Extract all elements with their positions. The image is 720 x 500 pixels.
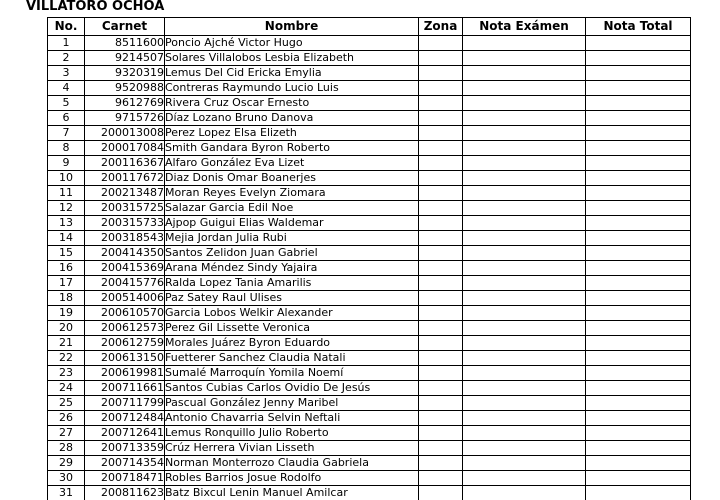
zona-cell bbox=[419, 171, 463, 186]
carnet-cell: 9320319 bbox=[85, 66, 165, 81]
nota-total-cell bbox=[586, 366, 691, 381]
nota-examen-cell bbox=[463, 66, 586, 81]
zona-cell bbox=[419, 291, 463, 306]
column-header-no: No. bbox=[48, 18, 85, 36]
carnet-cell: 200013008 bbox=[85, 126, 165, 141]
table-row bbox=[48, 471, 691, 486]
nota-total-cell bbox=[586, 111, 691, 126]
table-row bbox=[48, 246, 691, 261]
table-body bbox=[48, 36, 691, 500]
student-name-cell: Lemus Del Cid Ericka Emylia bbox=[165, 66, 419, 81]
zona-cell bbox=[419, 81, 463, 96]
zona-cell bbox=[419, 231, 463, 246]
table-row bbox=[48, 396, 691, 411]
nota-examen-cell bbox=[463, 351, 586, 366]
row-number-cell: 7 bbox=[48, 126, 85, 141]
row-number-cell: 29 bbox=[48, 456, 85, 471]
nota-examen-cell bbox=[463, 321, 586, 336]
carnet-cell: 200117672 bbox=[85, 171, 165, 186]
zona-cell bbox=[419, 216, 463, 231]
nota-examen-cell bbox=[463, 81, 586, 96]
student-name-cell: Lemus Ronquillo Julio Roberto bbox=[165, 426, 419, 441]
column-header-nota-examen: Nota Exámen bbox=[463, 18, 586, 36]
carnet-cell: 200718471 bbox=[85, 471, 165, 486]
nota-total-cell bbox=[586, 471, 691, 486]
nota-total-cell bbox=[586, 51, 691, 66]
row-number-cell: 25 bbox=[48, 396, 85, 411]
carnet-cell: 200315733 bbox=[85, 216, 165, 231]
nota-examen-cell bbox=[463, 141, 586, 156]
row-number-cell: 27 bbox=[48, 426, 85, 441]
nota-total-cell bbox=[586, 351, 691, 366]
row-number-cell: 1 bbox=[48, 36, 85, 51]
nota-total-cell bbox=[586, 381, 691, 396]
zona-cell bbox=[419, 336, 463, 351]
zona-cell bbox=[419, 126, 463, 141]
table-row bbox=[48, 171, 691, 186]
carnet-cell: 9520988 bbox=[85, 81, 165, 96]
row-number-cell: 13 bbox=[48, 216, 85, 231]
zona-cell bbox=[419, 36, 463, 51]
zona-cell bbox=[419, 396, 463, 411]
carnet-cell: 200514006 bbox=[85, 291, 165, 306]
nota-total-cell bbox=[586, 306, 691, 321]
row-number-cell: 9 bbox=[48, 156, 85, 171]
student-name-cell: Paz Satey Raul Ulises bbox=[165, 291, 419, 306]
carnet-cell: 200612759 bbox=[85, 336, 165, 351]
student-name-cell: Batz Bixcul Lenin Manuel Amilcar bbox=[165, 486, 419, 500]
student-name-cell: Sumalé Marroquín Yomila Noemí bbox=[165, 366, 419, 381]
zona-cell bbox=[419, 456, 463, 471]
nota-examen-cell bbox=[463, 111, 586, 126]
student-name-cell: Ajpop Guigui Elias Waldemar bbox=[165, 216, 419, 231]
row-number-cell: 22 bbox=[48, 351, 85, 366]
table-row bbox=[48, 81, 691, 96]
row-number-cell: 16 bbox=[48, 261, 85, 276]
zona-cell bbox=[419, 411, 463, 426]
row-number-cell: 3 bbox=[48, 66, 85, 81]
student-name-cell: Perez Gil Lissette Veronica bbox=[165, 321, 419, 336]
row-number-cell: 15 bbox=[48, 246, 85, 261]
table-row bbox=[48, 216, 691, 231]
nota-total-cell bbox=[586, 156, 691, 171]
nota-total-cell bbox=[586, 126, 691, 141]
student-name-cell: Contreras Raymundo Lucio Luis bbox=[165, 81, 419, 96]
column-header-zona: Zona bbox=[419, 18, 463, 36]
row-number-cell: 21 bbox=[48, 336, 85, 351]
nota-total-cell bbox=[586, 276, 691, 291]
row-number-cell: 19 bbox=[48, 306, 85, 321]
table-row bbox=[48, 201, 691, 216]
row-number-cell: 4 bbox=[48, 81, 85, 96]
row-number-cell: 18 bbox=[48, 291, 85, 306]
nota-total-cell bbox=[586, 441, 691, 456]
carnet-cell: 200017084 bbox=[85, 141, 165, 156]
carnet-cell: 200213487 bbox=[85, 186, 165, 201]
carnet-cell: 200714354 bbox=[85, 456, 165, 471]
table-row bbox=[48, 186, 691, 201]
student-name-cell: Poncio Ajché Victor Hugo bbox=[165, 36, 419, 51]
zona-cell bbox=[419, 156, 463, 171]
carnet-cell: 200711661 bbox=[85, 381, 165, 396]
nota-total-cell bbox=[586, 201, 691, 216]
nota-examen-cell bbox=[463, 96, 586, 111]
zona-cell bbox=[419, 246, 463, 261]
row-number-cell: 24 bbox=[48, 381, 85, 396]
nota-examen-cell bbox=[463, 366, 586, 381]
student-roster-table bbox=[47, 17, 691, 500]
table-row bbox=[48, 141, 691, 156]
table-header-row bbox=[48, 18, 691, 36]
table-row bbox=[48, 426, 691, 441]
student-name-cell: Alfaro González Eva Lizet bbox=[165, 156, 419, 171]
nota-total-cell bbox=[586, 486, 691, 500]
table-row bbox=[48, 231, 691, 246]
row-number-cell: 2 bbox=[48, 51, 85, 66]
carnet-cell: 200712484 bbox=[85, 411, 165, 426]
row-number-cell: 10 bbox=[48, 171, 85, 186]
nota-total-cell bbox=[586, 456, 691, 471]
nota-examen-cell bbox=[463, 396, 586, 411]
student-name-cell: Santos Cubias Carlos Ovidio De Jesús bbox=[165, 381, 419, 396]
nota-total-cell bbox=[586, 141, 691, 156]
column-header-carnet: Carnet bbox=[85, 18, 165, 36]
nota-total-cell bbox=[586, 96, 691, 111]
student-name-cell: Moran Reyes Evelyn Ziomara bbox=[165, 186, 419, 201]
table-row bbox=[48, 66, 691, 81]
carnet-cell: 200414350 bbox=[85, 246, 165, 261]
row-number-cell: 28 bbox=[48, 441, 85, 456]
nota-examen-cell bbox=[463, 411, 586, 426]
column-header-nota-total: Nota Total bbox=[586, 18, 691, 36]
zona-cell bbox=[419, 366, 463, 381]
table-row bbox=[48, 411, 691, 426]
nota-examen-cell bbox=[463, 171, 586, 186]
carnet-cell: 200711799 bbox=[85, 396, 165, 411]
nota-total-cell bbox=[586, 411, 691, 426]
column-header-nombre: Nombre bbox=[165, 18, 419, 36]
zona-cell bbox=[419, 321, 463, 336]
table-row bbox=[48, 156, 691, 171]
nota-examen-cell bbox=[463, 231, 586, 246]
student-name-cell: Rivera Cruz Oscar Ernesto bbox=[165, 96, 419, 111]
student-name-cell: Crúz Herrera Vivian Lisseth bbox=[165, 441, 419, 456]
table-row bbox=[48, 336, 691, 351]
table-row bbox=[48, 306, 691, 321]
zona-cell bbox=[419, 276, 463, 291]
student-name-cell: Santos Zelidon Juan Gabriel bbox=[165, 246, 419, 261]
carnet-cell: 200619981 bbox=[85, 366, 165, 381]
nota-total-cell bbox=[586, 171, 691, 186]
student-name-cell: Salazar Garcia Edil Noe bbox=[165, 201, 419, 216]
student-name-cell: Díaz Lozano Bruno Danova bbox=[165, 111, 419, 126]
row-number-cell: 17 bbox=[48, 276, 85, 291]
nota-total-cell bbox=[586, 396, 691, 411]
nota-total-cell bbox=[586, 66, 691, 81]
row-number-cell: 31 bbox=[48, 486, 85, 500]
row-number-cell: 6 bbox=[48, 111, 85, 126]
row-number-cell: 23 bbox=[48, 366, 85, 381]
zona-cell bbox=[419, 186, 463, 201]
nota-examen-cell bbox=[463, 156, 586, 171]
student-name-cell: Solares Villalobos Lesbia Elizabeth bbox=[165, 51, 419, 66]
student-name-cell: Robles Barrios Josue Rodolfo bbox=[165, 471, 419, 486]
nota-examen-cell bbox=[463, 276, 586, 291]
carnet-cell: 9214507 bbox=[85, 51, 165, 66]
carnet-cell: 200612573 bbox=[85, 321, 165, 336]
nota-examen-cell bbox=[463, 201, 586, 216]
carnet-cell: 200610570 bbox=[85, 306, 165, 321]
table-row bbox=[48, 261, 691, 276]
table-row bbox=[48, 456, 691, 471]
nota-total-cell bbox=[586, 261, 691, 276]
nota-total-cell bbox=[586, 231, 691, 246]
nota-examen-cell bbox=[463, 381, 586, 396]
nota-examen-cell bbox=[463, 261, 586, 276]
student-name-cell: Fuetterer Sanchez Claudia Natali bbox=[165, 351, 419, 366]
nota-total-cell bbox=[586, 291, 691, 306]
table-row bbox=[48, 351, 691, 366]
student-name-cell: Diaz Donis Omar Boanerjes bbox=[165, 171, 419, 186]
row-number-cell: 26 bbox=[48, 411, 85, 426]
student-name-cell: Pascual González Jenny Maribel bbox=[165, 396, 419, 411]
student-name-cell: Smith Gandara Byron Roberto bbox=[165, 141, 419, 156]
zona-cell bbox=[419, 51, 463, 66]
carnet-cell: 200811623 bbox=[85, 486, 165, 500]
zona-cell bbox=[419, 66, 463, 81]
carnet-cell: 200315725 bbox=[85, 201, 165, 216]
carnet-cell: 200116367 bbox=[85, 156, 165, 171]
table-row bbox=[48, 36, 691, 51]
zona-cell bbox=[419, 201, 463, 216]
carnet-cell: 8511600 bbox=[85, 36, 165, 51]
student-name-cell: Garcia Lobos Welkir Alexander bbox=[165, 306, 419, 321]
zona-cell bbox=[419, 111, 463, 126]
nota-examen-cell bbox=[463, 441, 586, 456]
nota-total-cell bbox=[586, 81, 691, 96]
student-name-cell: Arana Méndez Sindy Yajaira bbox=[165, 261, 419, 276]
row-number-cell: 8 bbox=[48, 141, 85, 156]
table-row bbox=[48, 366, 691, 381]
table-row bbox=[48, 111, 691, 126]
student-name-cell: Perez Lopez Elsa Elizeth bbox=[165, 126, 419, 141]
zona-cell bbox=[419, 351, 463, 366]
nota-total-cell bbox=[586, 246, 691, 261]
zona-cell bbox=[419, 141, 463, 156]
carnet-cell: 9612769 bbox=[85, 96, 165, 111]
nota-total-cell bbox=[586, 426, 691, 441]
student-name-cell: Antonio Chavarria Selvin Neftali bbox=[165, 411, 419, 426]
carnet-cell: 200415776 bbox=[85, 276, 165, 291]
table-row bbox=[48, 486, 691, 500]
carnet-cell: 9715726 bbox=[85, 111, 165, 126]
table-row bbox=[48, 441, 691, 456]
carnet-cell: 200613150 bbox=[85, 351, 165, 366]
nota-examen-cell bbox=[463, 36, 586, 51]
nota-examen-cell bbox=[463, 426, 586, 441]
row-number-cell: 20 bbox=[48, 321, 85, 336]
zona-cell bbox=[419, 381, 463, 396]
nota-total-cell bbox=[586, 336, 691, 351]
nota-total-cell bbox=[586, 216, 691, 231]
table-row bbox=[48, 51, 691, 66]
nota-examen-cell bbox=[463, 336, 586, 351]
nota-total-cell bbox=[586, 36, 691, 51]
table-row bbox=[48, 291, 691, 306]
nota-examen-cell bbox=[463, 306, 586, 321]
zona-cell bbox=[419, 96, 463, 111]
carnet-cell: 200415369 bbox=[85, 261, 165, 276]
row-number-cell: 30 bbox=[48, 471, 85, 486]
nota-examen-cell bbox=[463, 186, 586, 201]
row-number-cell: 14 bbox=[48, 231, 85, 246]
zona-cell bbox=[419, 306, 463, 321]
nota-examen-cell bbox=[463, 291, 586, 306]
nota-total-cell bbox=[586, 186, 691, 201]
nota-examen-cell bbox=[463, 471, 586, 486]
table-row bbox=[48, 96, 691, 111]
table-row bbox=[48, 381, 691, 396]
nota-examen-cell bbox=[463, 456, 586, 471]
nota-examen-cell bbox=[463, 126, 586, 141]
student-name-cell: Mejia Jordan Julia Rubi bbox=[165, 231, 419, 246]
carnet-cell: 200712641 bbox=[85, 426, 165, 441]
nota-examen-cell bbox=[463, 246, 586, 261]
document-title: VILLATORO OCHOA bbox=[26, 0, 165, 14]
table-row bbox=[48, 321, 691, 336]
student-name-cell: Morales Juárez Byron Eduardo bbox=[165, 336, 419, 351]
zona-cell bbox=[419, 441, 463, 456]
row-number-cell: 5 bbox=[48, 96, 85, 111]
zona-cell bbox=[419, 426, 463, 441]
row-number-cell: 12 bbox=[48, 201, 85, 216]
carnet-cell: 200713359 bbox=[85, 441, 165, 456]
carnet-cell: 200318543 bbox=[85, 231, 165, 246]
row-number-cell: 11 bbox=[48, 186, 85, 201]
nota-examen-cell bbox=[463, 51, 586, 66]
student-name-cell: Norman Monterrozo Claudia Gabriela bbox=[165, 456, 419, 471]
nota-examen-cell bbox=[463, 216, 586, 231]
table-row bbox=[48, 276, 691, 291]
zona-cell bbox=[419, 471, 463, 486]
table-row bbox=[48, 126, 691, 141]
nota-examen-cell bbox=[463, 486, 586, 500]
zona-cell bbox=[419, 261, 463, 276]
nota-total-cell bbox=[586, 321, 691, 336]
student-name-cell: Ralda Lopez Tania Amarilis bbox=[165, 276, 419, 291]
zona-cell bbox=[419, 486, 463, 500]
